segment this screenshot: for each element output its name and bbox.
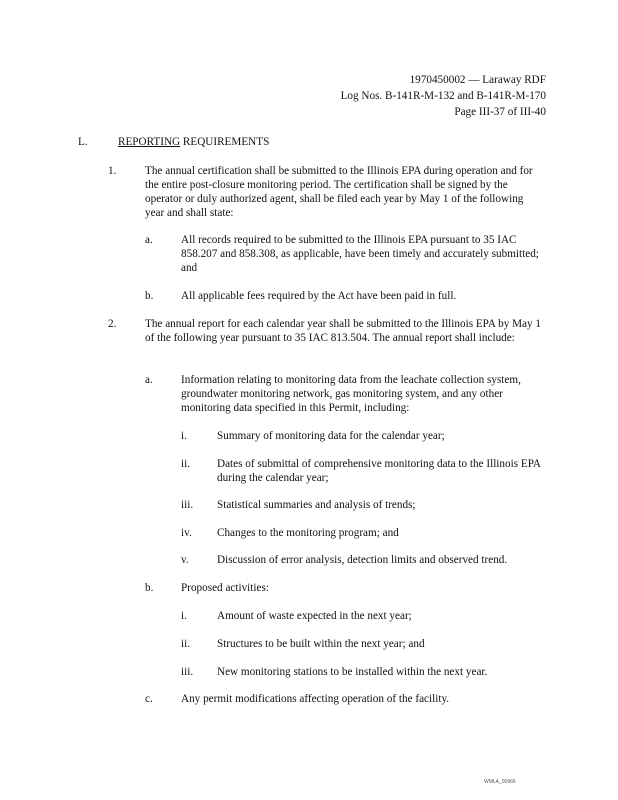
item-1b-number: b. — [145, 290, 154, 302]
item-2a-i-number: i. — [181, 430, 187, 442]
item-2a-ii-number: ii. — [181, 458, 191, 470]
item-1a-text: All records required to be submitted to the Illinois EPA pursuant to 35 IAC 858.207 and 858.308, as applicable, have been timely and accurately submitted; and — [181, 234, 539, 274]
item-2b-iii-text: New monitoring stations to be installed within the next year. — [217, 666, 488, 678]
item-2a-text: Information relating to monitoring data from the leachate collection system, groundwater monitoring network, gas monitoring system, and any other monitoring data specified in this Permit, including: — [181, 374, 521, 414]
item-2a-iv-text: Changes to the monitoring program; and — [217, 527, 399, 539]
item-1a-number: a. — [145, 234, 153, 246]
item-2b-text: Proposed activities: — [181, 582, 269, 594]
item-2a-i-text: Summary of monitoring data for the calendar year; — [217, 430, 445, 442]
item-2c-number: c. — [145, 693, 153, 705]
item-2a-iii-text: Statistical summaries and analysis of trends; — [217, 499, 416, 511]
item-2a-iv-number: iv. — [181, 527, 192, 539]
item-2b-ii-number: ii. — [181, 638, 191, 650]
item-2-text: The annual report for each calendar year shall be submitted to the Illinois EPA by May 1 of the following year pursuant to 35 IAC 813.504. The annual report shall include: — [145, 318, 542, 344]
item-2a-iii-number: iii. — [181, 499, 194, 511]
bates-stamp: WMLA_00966 — [484, 779, 516, 785]
section-title-underlined: REPORTING — [118, 136, 181, 148]
item-2a-v-text: Discussion of error analysis, detection limits and observed trend. — [217, 554, 508, 566]
item-2a-number: a. — [145, 374, 153, 386]
item-2b-i-text: Amount of waste expected in the next year; — [217, 610, 412, 622]
item-2b-iii-number: iii. — [181, 666, 194, 678]
item-1-number: 1. — [108, 165, 117, 177]
header-line-3: Page III-37 of III-40 — [454, 106, 546, 118]
section-title-rest: REQUIREMENTS — [180, 136, 270, 148]
item-1b-text: All applicable fees required by the Act have been paid in full. — [181, 290, 457, 302]
item-2b-number: b. — [145, 582, 154, 594]
item-2-number: 2. — [108, 318, 117, 330]
item-1-text: The annual certification shall be submitted to the Illinois EPA during operation and for the entire post-closure monitoring period. The certification shall be signed by the operator or duly authorized agent, shall be filed each year by May 1 of the following year and shall state: — [145, 165, 533, 219]
section-heading — [78, 135, 269, 149]
item-2c-text: Any permit modifications affecting operation of the facility. — [181, 693, 450, 705]
item-2a-ii-text: Dates of submittal of comprehensive monitoring data to the Illinois EPA during the calendar year; — [217, 458, 541, 484]
header-line-1: 1970450002 — Laraway RDF — [409, 74, 546, 86]
section-label: L. — [78, 136, 88, 148]
item-2b-i-number: i. — [181, 610, 187, 622]
item-2b-ii-text: Structures to be built within the next year; and — [217, 638, 425, 650]
header-line-2: Log Nos. B-141R-M-132 and B-141R-M-170 — [340, 90, 546, 102]
item-2a-v-number: v. — [181, 554, 189, 566]
